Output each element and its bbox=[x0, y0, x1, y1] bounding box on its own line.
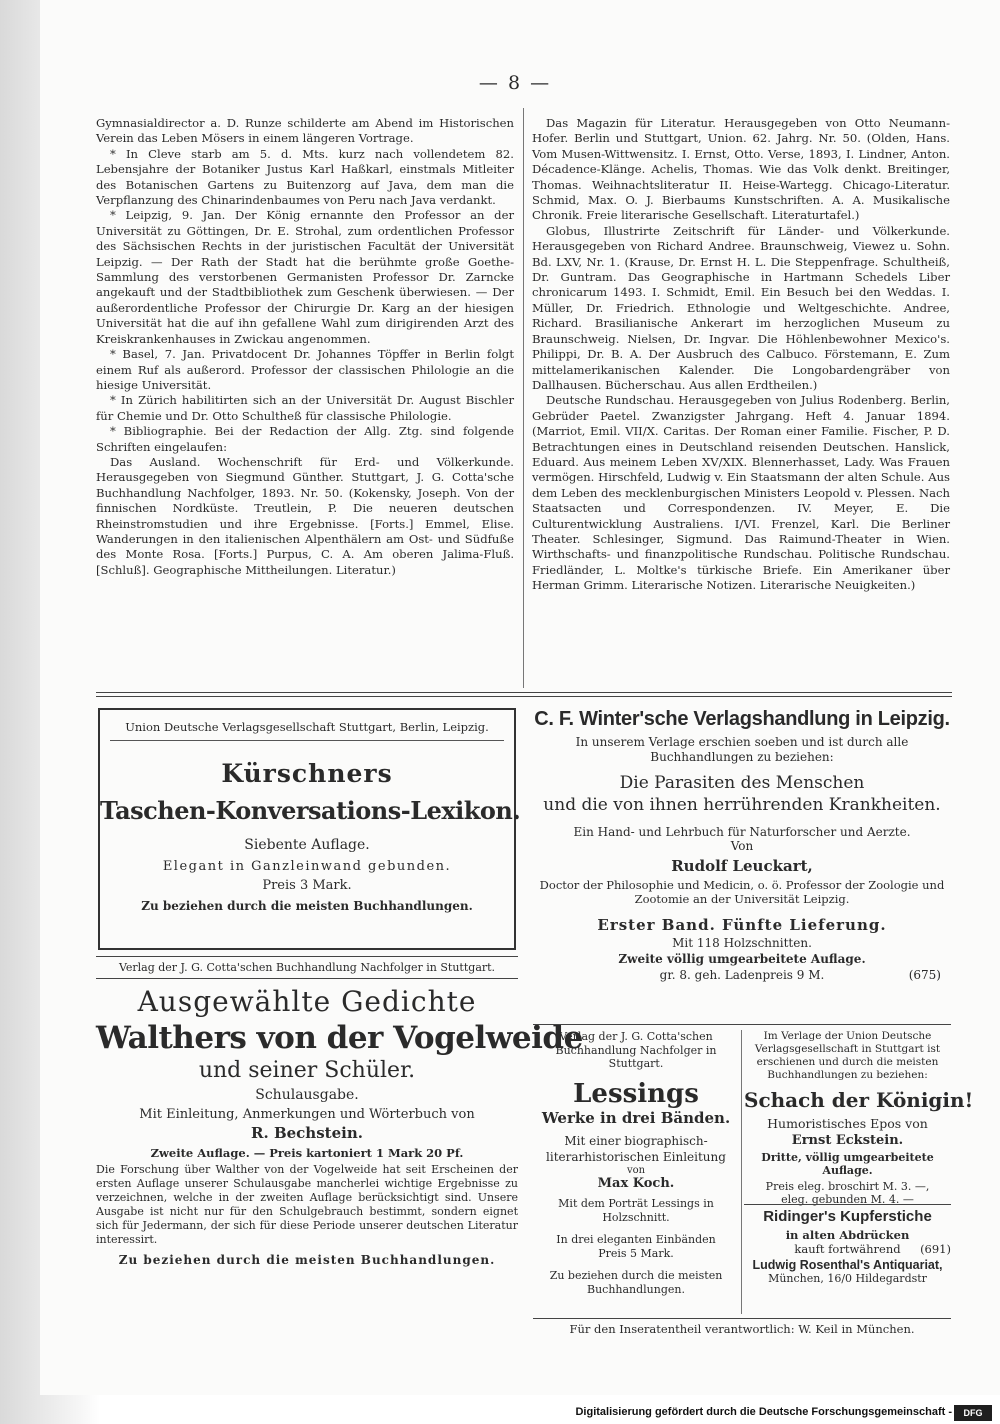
ad-winter-title2: und die von ihnen herrührenden Krankheiten. bbox=[543, 795, 941, 815]
ad-winter-volume: Erster Band. Fünfte Lieferung. bbox=[597, 916, 887, 934]
ad-walther-description: Die Forschung über Walther von der Vogelweide hat seit Erscheinen der ersten Auflage unserer Schulausgabe mancherlei wichtige Ergebnisse zu verzeichnen, welche in der zweiten Auflage berücksichtigt sind. Unsere Ausgabe ist nicht nur für den Schulgebrauch bestimmt, sondern eignet sich für Jedermann, der sich für diese Periode unserer deutschen Literatur interessirt. bbox=[96, 1163, 518, 1246]
ad-lessing-order: Zu beziehen durch die meisten Buchhandlungen. bbox=[549, 1268, 723, 1296]
ad-schach-publisher: Im Verlage der Union Deutsche Verlagsgesellschaft in Stuttgart ist erschienen und durch die meisten Buchhandlungen zu beziehen: bbox=[754, 1030, 941, 1081]
ad-walther-edition-type: Schulausgabe. bbox=[255, 1087, 359, 1103]
ad-winter-author: Rudolf Leuckart, bbox=[671, 857, 813, 875]
ad-winter-ref: (675) bbox=[908, 968, 941, 982]
ad-winter-illustrations: Mit 118 Holzschnitten. bbox=[672, 936, 812, 950]
page-number: — 8 — bbox=[478, 72, 552, 94]
ad-winter-edition: Zweite völlig umgearbeitete Auflage. bbox=[618, 952, 866, 966]
ad-ridinger-ref: (691) bbox=[920, 1242, 951, 1256]
ad-kuerschner-publisher: Union Deutsche Verlagsgesellschaft Stuttgart, Berlin, Leipzig. bbox=[110, 720, 504, 741]
ad-walther bbox=[96, 956, 583, 1316]
ad-lessing-desc: Mit einer biographisch-literarhistorischen Einleitung bbox=[546, 1133, 726, 1164]
ad-divider bbox=[741, 1030, 742, 1314]
ad-walther-title3: und seiner Schüler. bbox=[198, 1058, 416, 1083]
ad-winter-format-price: gr. 8. geh. Ladenpreis 9 M. bbox=[659, 968, 825, 982]
article-bibliographie: * Bibliographie. Bei der Redaction der Allg. Ztg. sind folgende Schriften eingelaufen: bbox=[96, 424, 514, 454]
ad-schach-price2: eleg. gebunden M. 4. — bbox=[781, 1193, 914, 1206]
imprint-rule bbox=[533, 1318, 951, 1319]
ad-walther-title2: Walthers von der Vogelweide bbox=[96, 1020, 583, 1056]
article-runze: Gymnasialdirector a. D. Runze schilderte am Abend im Historischen Verein das Leben Mösers in einem längeren Vortrage. bbox=[96, 116, 514, 146]
dfg-logo: DFG bbox=[954, 1405, 992, 1421]
right-text-column bbox=[532, 116, 950, 594]
ad-kuerschner-binding: Elegant in Ganzleinwand gebunden. bbox=[162, 859, 452, 874]
ad-walther-title1: Ausgewählte Gedichte bbox=[137, 985, 477, 1018]
ad-walther-author: R. Bechstein. bbox=[251, 1124, 363, 1142]
article-magazin: Das Magazin für Literatur. Herausgegeben von Otto Neumann-Hofer. Berlin und Stuttgart, Union. 62. Jahrg. Nr. 50. (Olden, Hans. Vom Musen-Wittwensitz. I. Ernst, Otto. Verse, 1893, I. Lindner, Anton. Décadence-Klänge. Achelis, Thomas. Wie das Volk denkt. Breitinger, Thomas. Weihnachtsliteratur II. Heise-Wartegg. Chicago-Literatur. Schmid, Max. O. J. Bierbaums Kunstschriften. A. A. Musikalische Chronik. Freie literarische Gesellschaft. Literaturtafel.) bbox=[532, 116, 950, 223]
ad-kuerschner-title2: Taschen-Konversations-Lexikon. bbox=[100, 796, 521, 825]
ad-schach-edition: Dritte, völlig umgearbeitete Auflage. bbox=[761, 1151, 934, 1177]
ad-walther-edition-price: Zweite Auflage. — Preis kartoniert 1 Mark 20 Pf. bbox=[150, 1146, 464, 1160]
ad-walther-order: Zu beziehen durch die meisten Buchhandlungen. bbox=[118, 1253, 496, 1267]
ad-ridinger-line2: kauft fortwährend bbox=[794, 1242, 901, 1256]
ad-lessing-von: von bbox=[626, 1164, 646, 1176]
ad-ridinger bbox=[744, 1208, 951, 1314]
ad-walther-publisher: Verlag der J. G. Cotta'schen Buchhandlung Nachfolger in Stuttgart. bbox=[96, 956, 518, 979]
ad-winter-author-titles: Doctor der Philosophie und Medicin, o. ö. Professor der Zoologie und Zootomie an der Universität Leipzig. bbox=[539, 878, 945, 906]
imprint: Für den Inseratentheil verantwortlich: W. Keil in München. bbox=[569, 1322, 915, 1336]
ad-ridinger-title: Ridinger's Kupferstiche bbox=[763, 1208, 932, 1225]
ad-walther-contents: Mit Einleitung, Anmerkungen und Wörterbuch von bbox=[139, 1107, 475, 1122]
ad-lessing-editor: Max Koch. bbox=[597, 1175, 675, 1191]
ad-kuerschner-title1: Kürschners bbox=[221, 759, 393, 788]
ad-schach-title: Schach der Königin! bbox=[744, 1088, 974, 1112]
ad-kuerschner-order: Zu beziehen durch die meisten Buchhandlungen. bbox=[141, 899, 473, 913]
ad-right-separator bbox=[533, 1024, 951, 1025]
ad-schach bbox=[744, 1030, 974, 1206]
ad-lessing bbox=[533, 1030, 739, 1318]
ad-schach-separator bbox=[744, 1204, 951, 1205]
article-leipzig: * Leipzig, 9. Jan. Der König ernannte den Professor an der Universität zu Göttingen, Dr. E. Strohal, zum ordentlichen Professor des Sächsischen Rechts in der juristischen Facultät der Universität Leipzig. — Der Rath der Stadt hat die berühmte große Goethe-Sammlung des verstorbenen Germanisten Professor Dr. Zarncke angekauft und der Stadtbibliothek zum Geschenk überwiesen. — Der außerordentliche Professor der Chirurgie Dr. Karg an der hiesigen Universität hat die auf ihn gefallene Wahl zum dirigirenden Arzt des Kreiskrankenhauses in Zwickau angenommen. bbox=[96, 208, 514, 346]
ad-winter-intro: In unserem Verlage erschien soeben und ist durch alle Buchhandlungen zu beziehen: bbox=[575, 735, 909, 764]
ad-lessing-title2: Werke in drei Bänden. bbox=[541, 1108, 731, 1127]
article-basel: * Basel, 7. Jan. Privatdocent Dr. Johannes Töpffer in Berlin folgt einem Ruf als außerord. Professor der classischen Philologie an die hiesige Universität. bbox=[96, 347, 514, 392]
ad-kuerschner-edition: Siebente Auflage. bbox=[244, 837, 370, 853]
left-text-column bbox=[96, 116, 514, 578]
ad-kuerschner bbox=[98, 708, 521, 950]
ad-ridinger-address: München, 16/0 Hildegardstr bbox=[768, 1272, 927, 1285]
ad-kuerschner-price: Preis 3 Mark. bbox=[262, 878, 352, 893]
ad-schach-genre: Humoristisches Epos von bbox=[767, 1116, 928, 1131]
ad-winter-subtitle: Ein Hand- und Lehrbuch für Naturforscher und Aerzte. bbox=[573, 825, 911, 839]
ad-ridinger-line2-row bbox=[744, 1242, 951, 1256]
ad-schach-price1: Preis eleg. broschirt M. 3. —, bbox=[765, 1180, 930, 1193]
article-ausland: Das Ausland. Wochenschrift für Erd- und Völkerkunde. Herausgegeben von Siegmund Günther. Stuttgart, J. G. Cotta'sche Buchhandlung Nachfolger, 1893. Nr. 50. (Kokensky, Joseph. Von der finnischen Nordküste. Treutlein, P. Die neueren deutschen Rheinstromstudien und ihre Ergebnisse. [Forts.] Emmel, Elise. Wanderungen in den italienischen Alpenthälern am Ost- und Südfuße des Monte Rosa. [Forts.] Purpus, C. A. Am oberen Jalima-Fluß. [Schluß]. Geographische Mittheilungen. Literatur.) bbox=[96, 454, 514, 577]
digitization-credit: Digitalisierung gefördert durch die Deutsche Forschungsgemeinschaft - bbox=[575, 1406, 952, 1418]
article-zuerich: * In Zürich habilitirten sich an der Universität Dr. August Bischler für Chemie und Dr. Otto Schultheß für classische Philologie. bbox=[96, 393, 514, 423]
section-divider bbox=[96, 692, 952, 697]
ad-lessing-title1: Lessings bbox=[573, 1078, 699, 1109]
ad-winter-price-row bbox=[533, 968, 951, 982]
ad-winter bbox=[533, 708, 951, 1020]
ad-ridinger-firm: Ludwig Rosenthal's Antiquariat, bbox=[752, 1258, 943, 1272]
article-globus: Globus, Illustrirte Zeitschrift für Länder- und Völkerkunde. Herausgegeben von Richard Andree. Braunschweig, Viewez u. Sohn. Bd. LXV, Nr. 1. (Krause, Dr. Ernst H. L. Die Steppenfrage. Schultheiß, Dr. Guntram. Das Geographische in Hartmann Schedels Liber chronicarum 1493. I. Schmidt, Emil. Ein Besuch bei den Weddas. I. Müller, Dr. Friedrich. Ethnologie und Weltgeschichte. Andree, Richard. Brasilianische Ankerart im herzoglichen Museum zu Braunschweig. Nielsen, Dr. Ingvar. Die Höhlenbewohner Mexico's. Philippi, Dr. B. A. Der Ausbruch des Calbuco. Förstemann, E. Zum mittelamerikanischen Kalender. Die Longobardengräber von Dallhausen. Bücherschau. Aus allen Erdtheilen.) bbox=[532, 223, 950, 392]
ad-lessing-price: In drei eleganten Einbänden Preis 5 Mark. bbox=[556, 1232, 716, 1260]
ad-lessing-publisher: Verlag der J. G. Cotta'schen Buchhandlung Nachfolger in Stuttgart. bbox=[555, 1030, 717, 1070]
ad-winter-publisher: C. F. Winter'sche Verlagshandlung in Leipzig. bbox=[534, 708, 950, 730]
ad-ridinger-line1: in alten Abdrücken bbox=[785, 1228, 910, 1242]
article-cleve: * In Cleve starb am 5. d. Mts. kurz nach vollendetem 82. Lebensjahre der Botaniker Justus Karl Haßkarl, einstmals Mitleiter des Botanischen Gartens zu Buitenzorg auf Java, dem man die Verpflanzung des Chinarindenbaumes von Peru nach Java verdankt. bbox=[96, 146, 514, 208]
column-divider bbox=[523, 108, 524, 688]
article-rundschau: Deutsche Rundschau. Herausgegeben von Julius Rodenberg. Berlin, Gebrüder Paetel. Zwanzigster Jahrgang. Heft 4. Januar 1894. (Marriot, Emil. VII/X. Caritas. Der Roman einer Familie. Fischer, P. D. Betrachtungen eines in Deutschland reisenden Deutschen. Hanslick, Eduard. Aus meinem Leben XV/XIX. Blennerhasset, Lady. Was Frauen vermögen. Hirschfeld, Ludwig v. Ein Staatsmann der alten Schule. Aus dem Leben des mecklenburgischen Ministers Leopold v. Plessen. Nach Staatsacten und Correspondenzen. IV. Meyer, E. Die Culturentwicklung Australiens. I/VI. Frenzel, Karl. Die Berliner Theater. Schlesinger, Sigmund. Das Raimund-Theater in Wien. Wirthschafts- und finanzpolitische Rundschau. Politische Rundschau. Friedländer, L. Moltke's türkische Briefe. Ein Amerikaner über Herman Grimm. Literarische Notizen. Literarische Neuigkeiten.) bbox=[532, 393, 950, 593]
ad-winter-von: Von bbox=[730, 839, 754, 853]
ad-winter-title1: Die Parasiten des Menschen bbox=[619, 773, 865, 793]
ad-schach-author: Ernst Eckstein. bbox=[791, 1133, 904, 1148]
ad-lessing-portrait: Mit dem Porträt Lessings in Holzschnitt. bbox=[558, 1196, 714, 1224]
